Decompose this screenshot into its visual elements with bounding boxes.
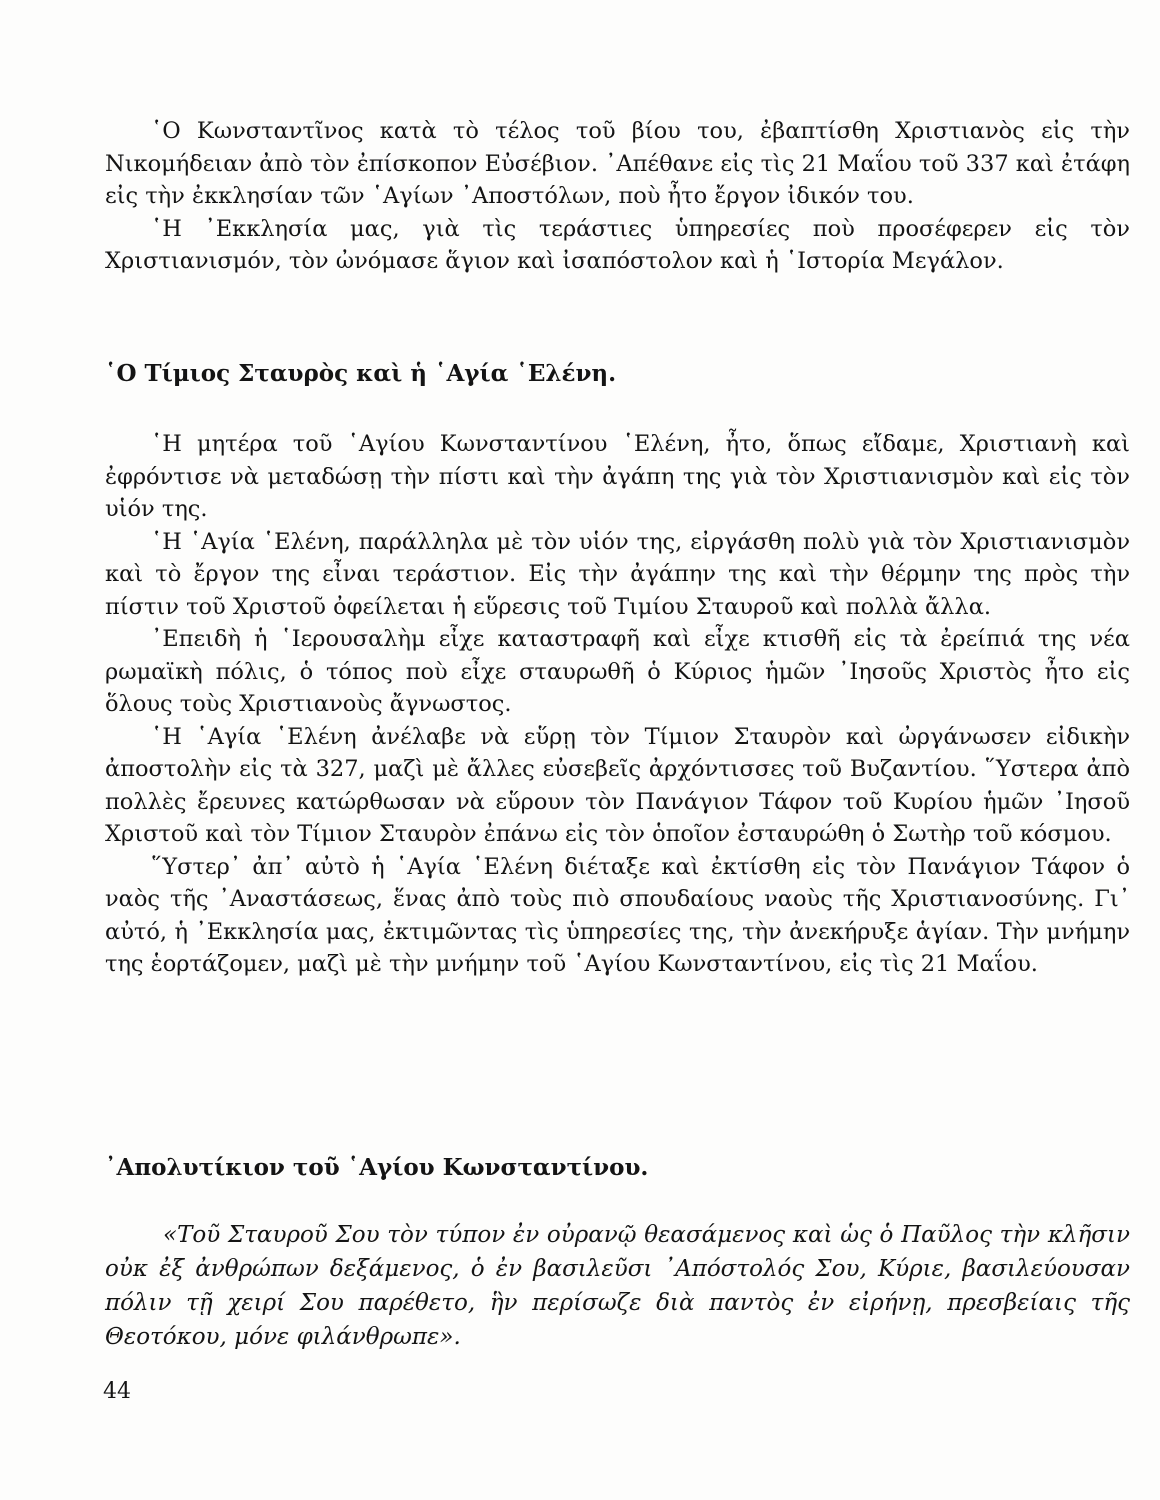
opening-text	[105, 115, 1130, 278]
section-title: ῾Ο Τίμιος Σταυρὸς καὶ ἡ ῾Αγία ῾Ελένη.	[105, 360, 617, 387]
paragraph-mother: ῾Η μητέρα τοῦ ῾Αγίου Κωνσταντίνου ῾Ελένη, ἦτο, ὅπως εἴδαμε, Χριστιανὴ καὶ ἐφρόντισε νὰ μεταδώσῃ τὴν πίστι καὶ τὴν ἀγάπη της γιὰ τὸν Χριστιανισμὸν καὶ εἰς τὸν υἱόν της.	[105, 431, 1130, 522]
paragraph-saint: ῾Η ᾿Εκκλησία μας, γιὰ τὶς τεράστιες ὑπηρεσίες ποὺ προσέφερεν εἰς τὸν Χριστιανισμόν, τὸν ὠνόμασε ἅγιον καὶ ἰσαπόστολον καὶ ἡ ῾Ιστορία Μεγάλον.	[105, 215, 1130, 274]
hymn-text: «Τοῦ Σταυροῦ Σου τὸν τύπον ἐν οὐρανῷ θεασάμενος καὶ ὡς ὁ Παῦλος τὴν κλῆσιν οὐκ ἐξ ἀνθρώπων δεξάμενος, ὁ ἐν βασιλεῦσι ᾿Απόστολός Σου, Κύριε, βασιλεύουσαν πόλιν τῇ χειρί Σου παρέθετο, ἣν περίσωζε διὰ παντὸς ἐν εἰρήνῃ, πρεσβείαις τῆς Θεοτόκου, μόνε φιλάνθρωπε».	[105, 1222, 1130, 1350]
section-heading-holy-cross	[105, 358, 1130, 390]
page-number: 44	[103, 1379, 131, 1404]
paragraph-baptism: ῾Ο Κωνσταντῖνος κατὰ τὸ τέλος τοῦ βίου του, ἐβαπτίσθη Χριστιανὸς εἰς τὴν Νικομήδειαν ἀπὸ τὸν ἐπίσκοπον Εὐσέβιον. ᾿Απέθανε εἰς τὶς 21 Μαΐου τοῦ 337 καὶ ἐτάφη εἰς τὴν ἐκκλησίαν τῶν ῾Αγίων ᾿Αποστόλων, ποὺ ἦτο ἔργον ἰδικόν του.	[105, 118, 1130, 209]
section-heading-apolytikion	[105, 1152, 1130, 1184]
paragraph-church: ῞Υστερ᾿ ἀπ᾿ αὐτὸ ἡ ῾Αγία ῾Ελένη διέταξε καὶ ἐκτίσθη εἰς τὸν Πανάγιον Τάφον ὁ ναὸς τῆς ᾿Αναστάσεως, ἕνας ἀπὸ τοὺς πιὸ σπουδαίους ναοὺς τῆς Χριστιανοσύνης. Γι᾿ αὐτό, ἡ ᾿Εκκλησία μας, ἐκτιμῶντας τὶς ὑπηρεσίες της, τὴν ἀνεκήρυξε ἁγίαν. Τὴν μνήμην της ἑορτάζομεν, μαζὶ μὲ τὴν μνήμην τοῦ ῾Αγίου Κωνσταντίνου, εἰς τὶς 21 Μαΐου.	[105, 853, 1130, 977]
section-title: ᾿Απολυτίκιον τοῦ ῾Αγίου Κωνσταντίνου.	[105, 1154, 649, 1181]
paragraph-mission: ῾Η ῾Αγία ῾Ελένη ἀνέλαβε νὰ εὕρῃ τὸν Τίμιον Σταυρὸν καὶ ὠργάνωσεν εἰδικὴν ἀποστολὴν εἰς τὰ 327, μαζὶ μὲ ἄλλες εὐσεβεῖς ἀρχόντισσες τοῦ Βυζαντίου. ῞Υστερα ἀπὸ πολλὲς ἔρευνες κατώρθωσαν νὰ εὕρουν τὸν Πανάγιον Τάφον τοῦ Κυρίου ἡμῶν ᾿Ιησοῦ Χριστοῦ καὶ τὸν Τίμιον Σταυρὸν ἐπάνω εἰς τὸν ὁποῖον ἐσταυρώθη ὁ Σωτὴρ τοῦ κόσμου.	[105, 723, 1130, 847]
paragraph-work: ῾Η ῾Αγία ῾Ελένη, παράλληλα μὲ τὸν υἱόν της, εἰργάσθη πολὺ γιὰ τὸν Χριστιανισμὸν καὶ τὸ ἔργον της εἶναι τεράστιον. Εἰς τὴν ἀγάπην της καὶ τὴν θέρμην της πρὸς τὴν πίστιν τοῦ Χριστοῦ ὀφείλεται ἡ εὕρεσις τοῦ Τιμίου Σταυροῦ καὶ πολλὰ ἄλλα.	[105, 528, 1130, 620]
holy-cross-text	[105, 428, 1130, 981]
apolytikion-text	[105, 1218, 1130, 1354]
paragraph-jerusalem: ᾿Επειδὴ ἡ ῾Ιερουσαλὴμ εἶχε καταστραφῆ καὶ εἶχε κτισθῆ εἰς τὰ ἐρείπιά της νέα ρωμαϊκὴ πόλις, ὁ τόπος ποὺ εἶχε σταυρωθῆ ὁ Κύριος ἡμῶν ᾿Ιησοῦς Χριστὸς ἦτο εἰς ὅλους τοὺς Χριστιανοὺς ἄγνωστος.	[105, 626, 1130, 717]
